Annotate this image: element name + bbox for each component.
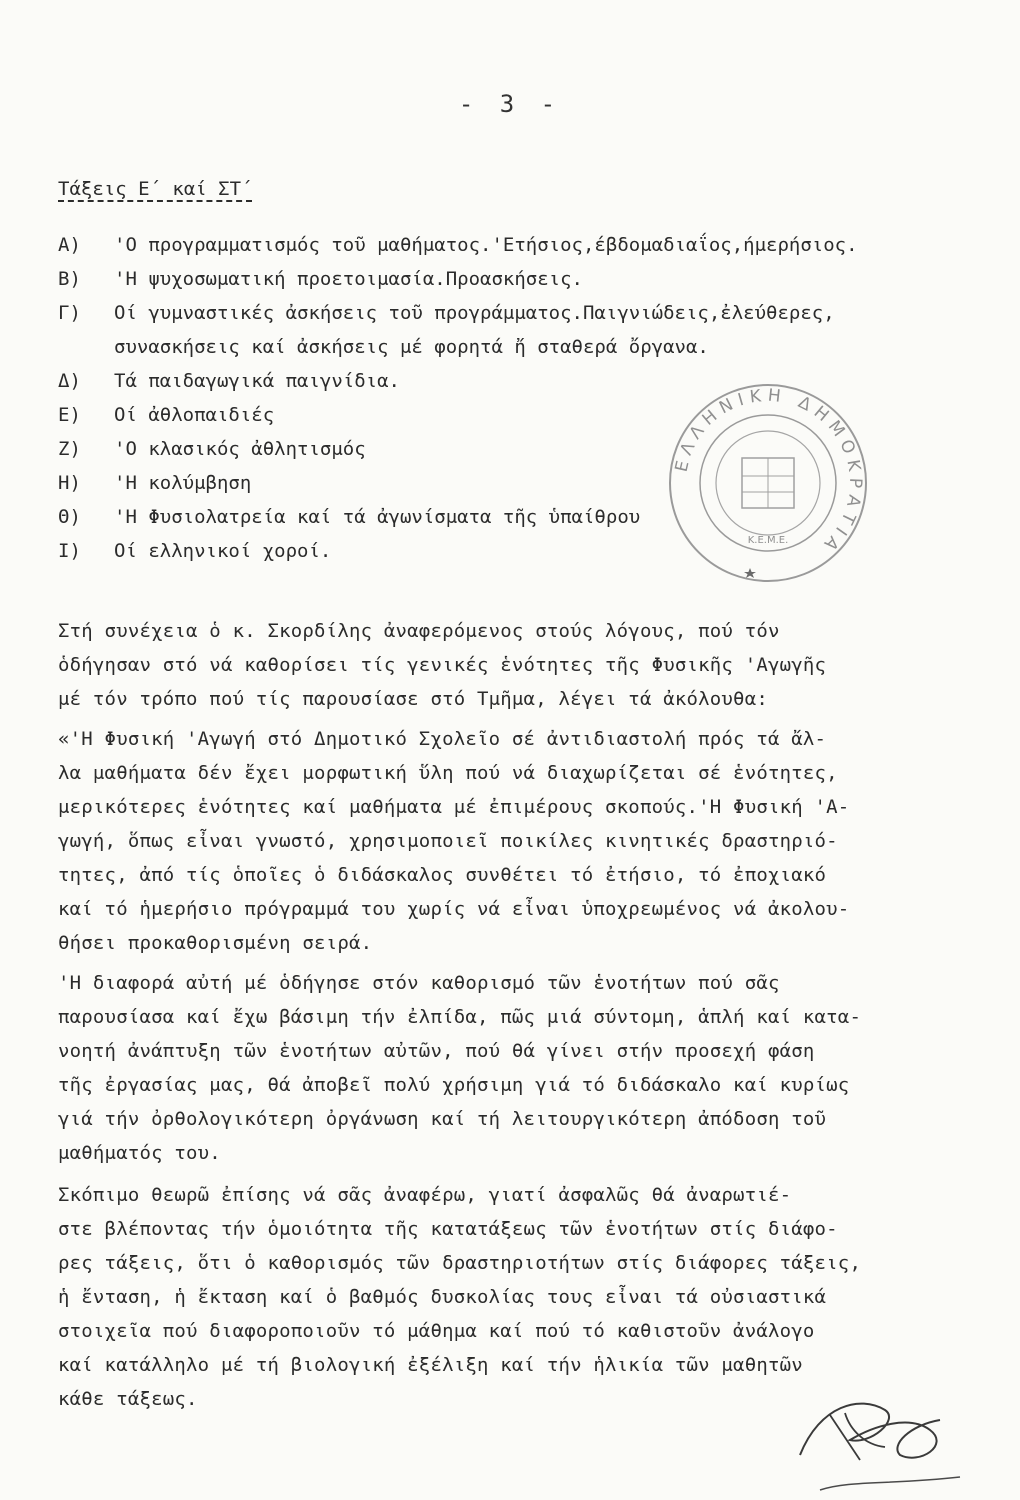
- page-number: - 3 -: [458, 90, 562, 118]
- section-heading: Τάξεις Ε΄ καί ΣΤ΄: [58, 178, 253, 200]
- item-text: 'Η ψυχοσωματική προετοιμασία.Προασκήσεις.: [114, 268, 583, 290]
- item-text-block: [114, 296, 998, 364]
- item-text: Οί ἀθλοπαιδιές: [114, 404, 275, 426]
- paragraph: Σκόπιμο θεωρῶ ἐπίσης νά σᾶς ἀναφέρω, γιατί ἀσφαλῶς θά ἀναρωτιέ- στε βλέποντας τήν ὁμοιότητα τῆς κατατάξεως τῶν ἑνοτήτων στίς διάφο- ρες τάξεις, ὅτι ὁ καθορισμός τῶν δραστηριοτήτων στίς διάφορες τάξεις, ἡ ἔνταση, ἡ ἔκταση καί ὁ βαθμός δυσκολίας τους εἶναι τά οὐσιαστικά στοιχεῖα πού διαφοροποιοῦν τό μάθημα καί πού τό καθιστοῦν ἀνάλογο καί κατάλληλο μέ τή βιολογική ἐξέλιξη καί τήν ἡλικία τῶν μαθητῶν κάθε τάξεως.: [58, 1184, 862, 1410]
- item-label: Ε): [58, 404, 81, 426]
- paragraph: Στή συνέχεια ὁ κ. Σκορδίλης ἀναφερόμενος στούς λόγους, πού τόν ὁδήγησαν στό νά καθορίσει τίς γενικές ἑνότητες τῆς Φυσικῆς 'Αγωγῆς μέ τόν τρόπο πού τίς παρουσίασε στό Τμῆμα, λέγει τά ἀκόλουθα:: [58, 620, 827, 710]
- paragraph: 'Η διαφορά αὐτή μέ ὁδήγησε στόν καθορισμό τῶν ἑνοτήτων πού σᾶς παρουσίασα καί ἔχω βάσιμη τήν ἐλπίδα, πῶς μιά σύντομη, ἁπλή καί κατα- νοητή ἀνάπτυξη τῶν ἑνοτήτων αὐτῶν, πού θά γίνει στήν προσεχή φάση τῆς ἐργασίας μας, θά ἀποβεῖ πολύ χρήσιμη γιά τό διδάσκαλο καί κυρίως γιά τήν ὀρθολογικότερη ὀργάνωση καί τή λειτουργικότερη ἀπόδοση τοῦ μαθήματός του.: [58, 972, 862, 1164]
- paragraph: «'Η Φυσική 'Αγωγή στό Δημοτικό Σχολεῖο σέ ἀντιδιαστολή πρός τά ἄλ- λα μαθήματα δέν ἔχει μορφωτική ὕλη πού νά διαχωρίζεται σέ ἑνότητες, μερικότερες ἑνότητες καί μαθήματα μέ ἐπιμέρους σκοπούς.'Η Φυσική 'Α- γωγή, ὅπως εἶναι γνωστό, χρησιμοποιεῖ ποικίλες κινητικές δραστηριό- τητες, ἀπό τίς ὁποῖες ὁ διδάσκαλος συνθέτει τό ἐτήσιο, τό ἐποχιακό καί τό ἡμερήσιο πρόγραμμά του χωρίς νά εἶναι ὑποχρεωμένος νά ἀκολου- θήσει προκαθορισμένη σειρά.: [58, 728, 850, 954]
- item-text: Τά παιδαγωγικά παιγνίδια.: [114, 370, 400, 392]
- list-item: [58, 228, 998, 262]
- item-label: Ζ): [58, 438, 81, 460]
- item-text: Οί γυμναστικές ἀσκήσεις τοῦ προγράμματος.Παιγνιώδεις,ἐλεύθερες,: [114, 302, 835, 324]
- handwritten-signature: [790, 1385, 970, 1495]
- item-text: 'Η Φυσιολατρεία καί τά ἀγωνίσματα τῆς ὑπαίθρου: [114, 506, 641, 528]
- item-label: Γ): [58, 302, 81, 324]
- official-stamp: [658, 378, 878, 588]
- item-text: 'Η κολύμβηση: [114, 472, 252, 494]
- list-item: [58, 296, 998, 364]
- item-text: Οί ελληνικοί χοροί.: [114, 540, 332, 562]
- item-text-continuation: συνασκήσεις καί ἀσκήσεις μέ φορητά ἤ σταθερά ὄργανα.: [114, 336, 709, 358]
- star-icon: [744, 568, 756, 578]
- item-label: Α): [58, 234, 81, 256]
- stamp-outer-text: ΕΛΛΗΝΙΚΗ ΔΗΜΟΚΡΑΤΙΑ: [671, 385, 866, 559]
- item-label: Η): [58, 472, 81, 494]
- item-label: Θ): [58, 506, 81, 528]
- stamp-inner-text: Κ.Ε.Μ.Ε.: [747, 535, 789, 546]
- item-text: 'Ο προγραμματισμός τοῦ μαθήματος.'Ετήσιος,έβδομαδιαΐος,ήμερήσιος.: [114, 234, 858, 256]
- item-label: Β): [58, 268, 81, 290]
- item-label: Ι): [58, 540, 81, 562]
- item-text: 'Ο κλασικός ἀθλητισμός: [114, 438, 366, 460]
- list-item: [58, 262, 998, 296]
- item-label: Δ): [58, 370, 81, 392]
